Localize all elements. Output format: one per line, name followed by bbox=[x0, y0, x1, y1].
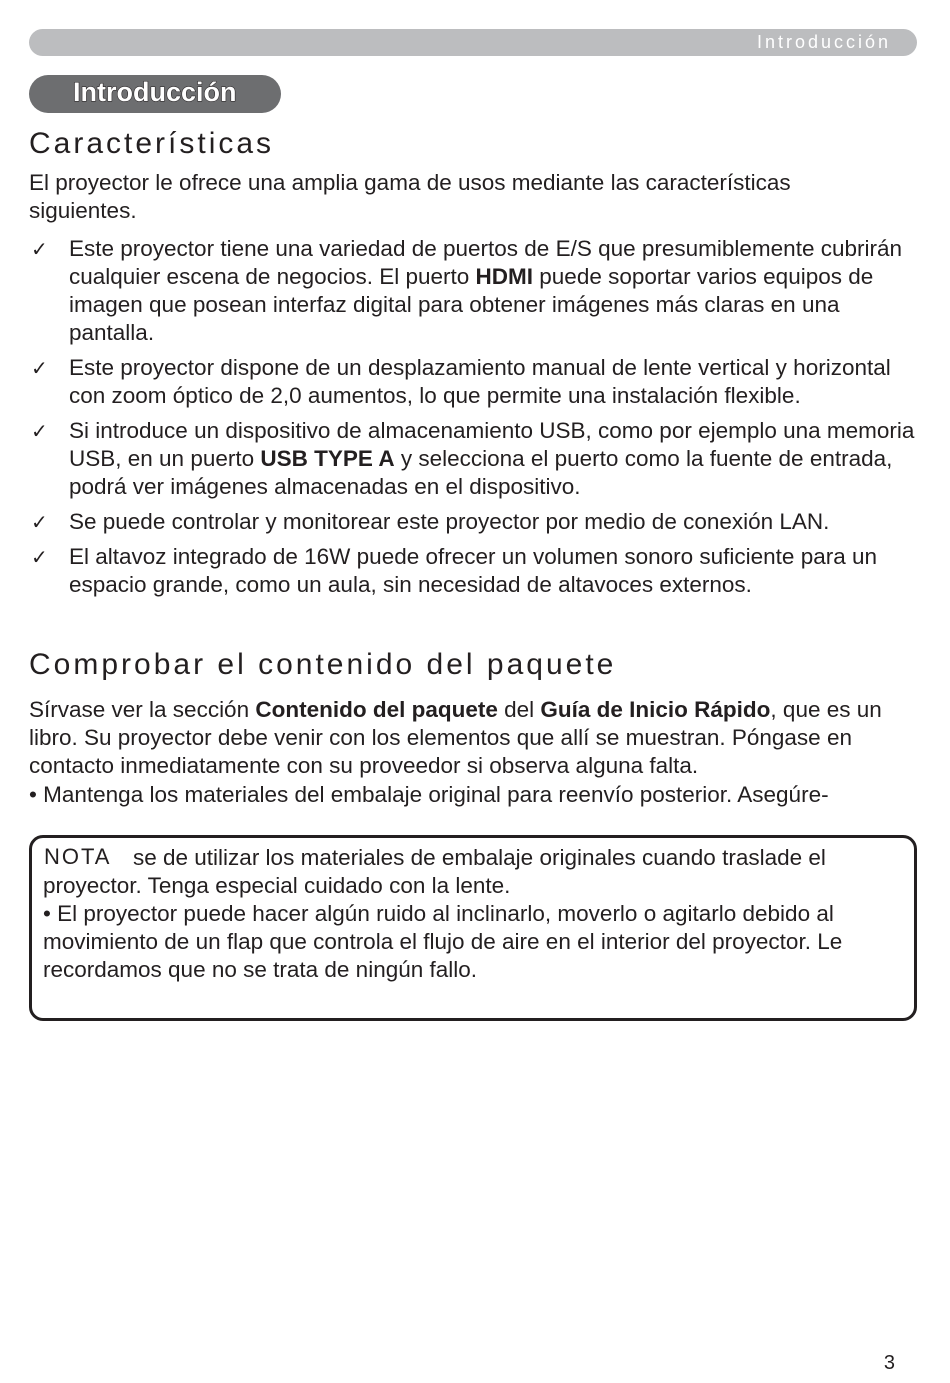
page-number: 3 bbox=[883, 1352, 895, 1374]
list-item bbox=[29, 543, 919, 599]
note-line-first: • Mantenga los materiales del embalaje original para reenvío posterior. Asegúre- bbox=[29, 782, 829, 807]
note-text-cont: se de utilizar los materiales de embalaje originales cuando traslade el proyector. Tenga especial cuidado con la lente. bbox=[43, 845, 826, 898]
item-text: Si introduce un dispositivo de almacenamiento USB, como por ejemplo una memoria USB, en un puerto bbox=[69, 418, 915, 471]
list-item bbox=[29, 354, 919, 410]
package-paragraph bbox=[29, 696, 899, 780]
note-box bbox=[29, 835, 917, 1021]
package-heading: Comprobar el contenido del paquete bbox=[29, 648, 617, 681]
features-heading: Características bbox=[29, 127, 275, 160]
item-text: Este proyector tiene una variedad de puertos de E/S que presumiblemente cubrirán cualquier escena de negocios. El puerto bbox=[69, 236, 902, 289]
checkmark-icon: ✓ bbox=[31, 510, 48, 534]
package-bold: Guía de Inicio Rápido bbox=[540, 697, 771, 722]
list-item bbox=[29, 235, 919, 347]
item-bold: HDMI bbox=[475, 264, 534, 289]
package-text: Sírvase ver la sección bbox=[29, 697, 256, 722]
note-label: NOTA bbox=[44, 844, 112, 869]
header-bar bbox=[29, 29, 917, 56]
item-text: puede soportar varios equipos de imagen que posean interfaz digital para obtener imágenes más claras en una pantalla. bbox=[69, 264, 874, 345]
list-item bbox=[29, 508, 919, 536]
checkmark-icon: ✓ bbox=[31, 356, 48, 380]
header-label: Introducción bbox=[756, 32, 891, 52]
package-text: del bbox=[497, 697, 541, 722]
note-text bbox=[43, 844, 911, 984]
checkmark-icon: ✓ bbox=[31, 237, 48, 261]
item-text: Este proyector dispone de un desplazamiento manual de lente vertical y horizontal con zoom óptico de 2,0 aumentos, lo que permite una instalación flexible. bbox=[69, 355, 891, 408]
item-text: El altavoz integrado de 16W puede ofrecer un volumen sonoro suficiente para un espacio grande, como un aula, sin necesidad de altavoces externos. bbox=[69, 544, 878, 597]
features-list bbox=[29, 235, 919, 606]
section-title-pill bbox=[29, 75, 281, 113]
package-bold: Contenido del paquete bbox=[255, 697, 498, 722]
item-text: y selecciona el puerto como la fuente de entrada, podrá ver imágenes almacenadas en el dispositivo. bbox=[69, 446, 893, 499]
list-item bbox=[29, 417, 919, 501]
item-bold: USB TYPE A bbox=[260, 446, 395, 471]
item-text: Se puede controlar y monitorear este proyector por medio de conexión LAN. bbox=[69, 509, 830, 534]
section-title: Introducción bbox=[73, 77, 237, 107]
checkmark-icon: ✓ bbox=[31, 419, 48, 443]
note-text-second: • El proyector puede hacer algún ruido al inclinarlo, moverlo o agitarlo debido al movimiento de un flap que controla el flujo de aire en el interior del proyector. Le recordamos que no se trata de ningún fallo. bbox=[43, 901, 843, 982]
package-text: , que es un libro. Su proyector debe venir con los elementos que allí se muestran. Póngase en contacto inmediatamente con su proveedor si observa alguna falta. bbox=[29, 697, 882, 778]
features-intro: El proyector le ofrece una amplia gama de usos mediante las características siguientes. bbox=[29, 170, 791, 223]
checkmark-icon: ✓ bbox=[31, 545, 48, 569]
